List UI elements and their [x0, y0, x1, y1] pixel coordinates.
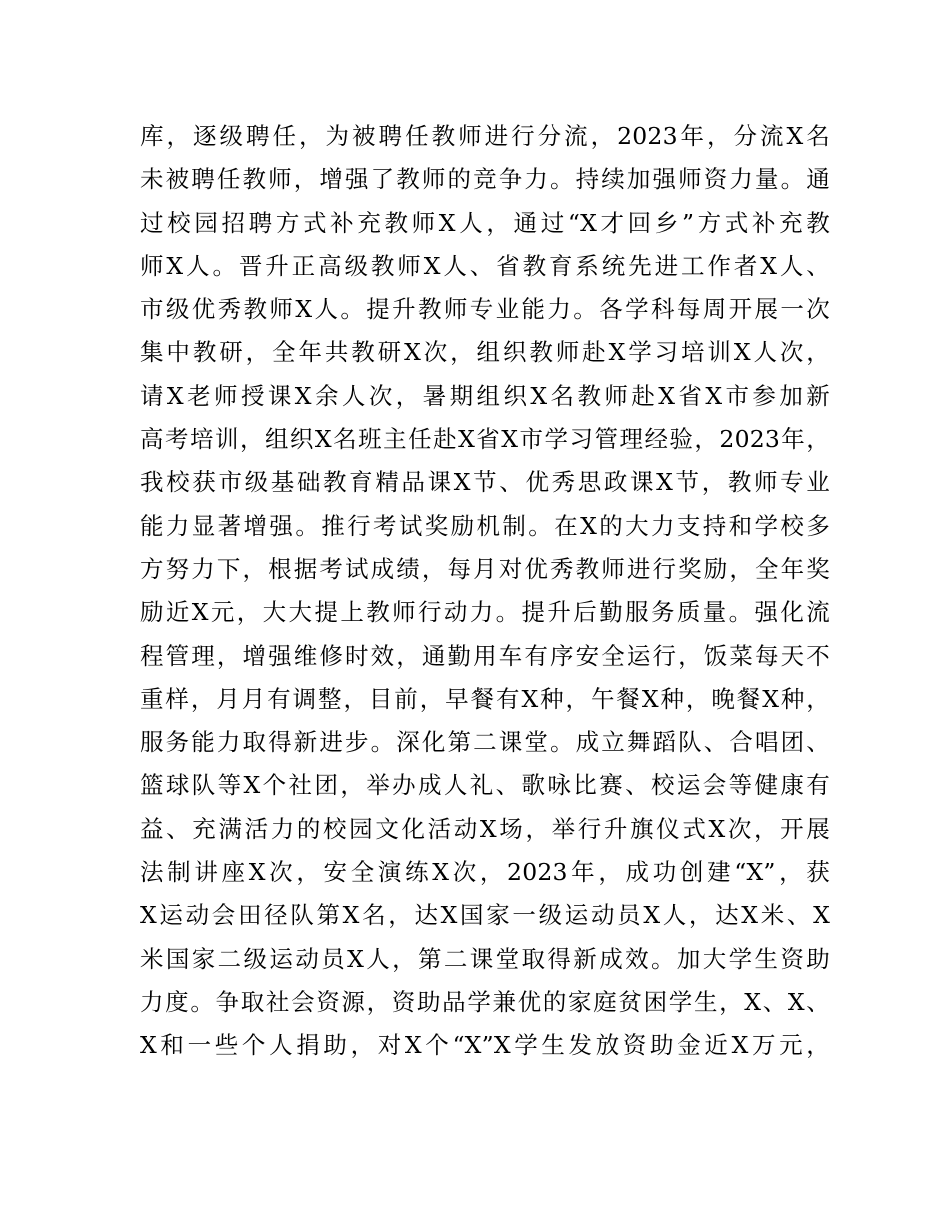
text-line: 过校园招聘方式补充教师X人，通过“X才回乡”方式补充教 — [140, 208, 830, 237]
text-line: 我校获市级基础教育精品课X节、优秀思政课X节，教师专业 — [140, 468, 830, 497]
text-line: 重样，月月有调整，目前，早餐有X种，午餐X种，晚餐X种， — [140, 684, 830, 713]
text-line: 励近X元，大大提上教师行动力。提升后勤服务质量。强化流 — [140, 598, 830, 627]
text-line: 方努力下，根据考试成绩，每月对优秀教师进行奖励，全年奖 — [140, 554, 830, 583]
text-line: 益、充满活力的校园文化活动X场，举行升旗仪式X次，开展 — [140, 814, 830, 843]
text-line: X运动会田径队第X名，达X国家一级运动员X人，达X米、X — [140, 901, 830, 930]
text-line: 服务能力取得新进步。深化第二课堂。成立舞蹈队、合唱团、 — [140, 728, 830, 757]
text-line: 法制讲座X次，安全演练X次，2023年，成功创建“X”，获 — [140, 858, 830, 887]
text-line: 力度。争取社会资源，资助品学兼优的家庭贫困学生，X、X、 — [140, 987, 830, 1016]
text-line: 未被聘任教师，增强了教师的竞争力。持续加强师资力量。通 — [140, 165, 830, 194]
text-line: 集中教研，全年共教研X次，组织教师赴X学习培训X人次， — [140, 338, 830, 367]
text-line: 程管理，增强维修时效，通勤用车有序安全运行，饭菜每天不 — [140, 641, 830, 670]
text-line: 师X人。晋升正高级教师X人、省教育系统先进工作者X人、 — [140, 251, 830, 280]
text-line: X和一些个人捐助，对X个“X”X学生发放资助金近X万元， — [140, 1031, 830, 1060]
text-line: 请X老师授课X余人次，暑期组织X名教师赴X省X市参加新 — [140, 381, 830, 410]
text-line: 高考培训，组织X名班主任赴X省X市学习管理经验，2023年， — [140, 425, 830, 454]
body-paragraph — [140, 115, 830, 1068]
text-line: 市级优秀教师X人。提升教师专业能力。各学科每周开展一次 — [140, 295, 830, 324]
text-line: 能力显著增强。推行考试奖励机制。在X的大力支持和学校多 — [140, 511, 830, 540]
text-line: 米国家二级运动员X人，第二课堂取得新成效。加大学生资助 — [140, 944, 830, 973]
text-line: 库，逐级聘任，为被聘任教师进行分流，2023年，分流X名 — [140, 122, 830, 150]
text-line: 篮球队等X个社团，举办成人礼、歌咏比赛、校运会等健康有 — [140, 771, 830, 800]
